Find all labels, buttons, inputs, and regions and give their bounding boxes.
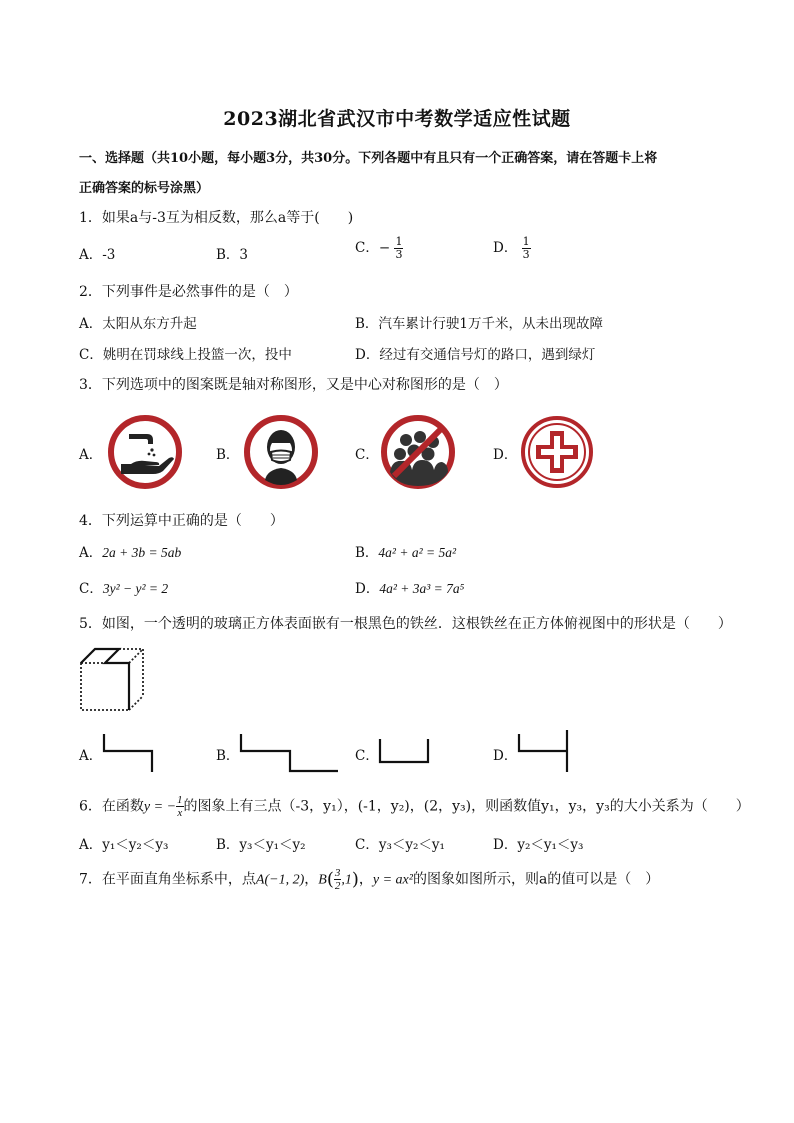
q5-option-b-shape <box>238 732 340 774</box>
q4-option-b-expr: 4a² + a² = 5a² <box>378 545 457 560</box>
q1-option-b: B．3 <box>216 247 249 263</box>
q5-option-d-label: D． <box>493 748 518 764</box>
q1-option-d-numerator: 1 <box>522 235 530 248</box>
q5-option-c-shape <box>377 732 433 774</box>
q4-option-c-expr: 3y² − y² = 2 <box>102 581 169 596</box>
q1-option-d-prefix: D． <box>493 240 518 256</box>
q6-stem-pre: 6．在函数 <box>79 798 144 815</box>
q7-stem: 7．在平面直角坐标系中，点A(−1, 2)，B( $\frac{3}{2}$ ,1)，y = ax²的图象如图所示，则a的值可以是（ ） <box>79 867 660 892</box>
q6-function-denominator: x <box>177 807 183 819</box>
q7-point-a: A(−1, 2) <box>255 872 305 888</box>
section-heading-line1: 一、选择题（共10小题，每小题3分，共30分。下列各题中有且只有一个正确答案，请在答题卡上将 <box>79 151 658 166</box>
hand-wash-icon <box>107 414 183 490</box>
q5-option-a-label: A． <box>79 748 103 764</box>
q5-option-b-label: B． <box>216 748 240 764</box>
q5-option-c-label: C． <box>355 748 379 764</box>
q4-option-b <box>355 541 456 561</box>
q6-stem <box>79 794 750 819</box>
q6-stem-post: 的图象上有三点（-3，y₁），(-1，y₂)，(2，y₃)，则函数值y₁，y₃，y₃的大小关系为（ ） <box>183 798 750 815</box>
section-heading-line2: 正确答案的标号涂黑） <box>79 181 210 196</box>
page-title: 2023湖北省武汉市中考数学适应性试题 <box>223 108 571 130</box>
q7-point-b-rest: ,1 <box>341 872 352 888</box>
q5-option-d-shape <box>516 728 572 774</box>
q7-separator-2: ， <box>358 871 373 888</box>
q7-stem-post: 的图象如图所示，则a的值可以是（ ） <box>412 871 660 888</box>
q1-option-c-numerator: 1 <box>395 235 403 248</box>
no-crowd-icon <box>380 414 456 490</box>
q5-stem: 5．如图，一个透明的玻璃正方体表面嵌有一根黑色的铁丝．这根铁丝在正方体俯视图中的形状是（ ） <box>79 616 732 632</box>
q3-option-b-label: B． <box>216 447 240 463</box>
q4-option-c-label: C． <box>79 581 103 597</box>
q6-option-d: D．y₂＜y₁＜y₃ <box>493 837 584 853</box>
q4-option-c <box>79 577 168 597</box>
q2-option-b: B．汽车累计行驶1万千米，从未出现故障 <box>355 316 604 332</box>
q2-option-a: A．太阳从东方升起 <box>79 316 197 332</box>
q2-option-c: C．姚明在罚球线上投篮一次，投中 <box>79 347 292 363</box>
q4-option-d-expr: 4a² + 3a³ = 7a⁵ <box>379 581 465 596</box>
q7-function: y = ax² <box>372 872 413 888</box>
q4-stem: 4．下列运算中正确的是（ ） <box>79 513 284 529</box>
q6-option-b: B．y₃＜y₁＜y₂ <box>216 837 306 853</box>
q1-option-c <box>355 236 403 261</box>
q6-option-a: A．y₁＜y₂＜y₃ <box>79 837 169 853</box>
q1-option-a: A．-3 <box>79 247 116 263</box>
q5-option-a-shape <box>101 732 157 774</box>
q4-option-b-label: B． <box>355 545 379 561</box>
q6-option-c: C．y₃＜y₂＜y₁ <box>355 837 445 853</box>
q7-point-b-denominator: 2 <box>334 880 341 892</box>
q4-option-a-expr: 2a + 3b = 5ab <box>102 545 182 560</box>
q1-option-d-denominator: 3 <box>522 248 530 261</box>
q1-option-c-denominator: 3 <box>395 248 403 261</box>
q1-stem: 1．如果a与-3互为相反数，那么a等于( ) <box>79 210 354 226</box>
q6-function-numerator: 1 <box>177 794 183 806</box>
q7-stem-pre: 7．在平面直角坐标系中，点 <box>79 871 256 888</box>
q2-option-d: D．经过有交通信号灯的路口，遇到绿灯 <box>355 347 596 363</box>
q4-option-d <box>355 577 464 597</box>
q1-option-d <box>493 236 531 261</box>
mask-person-icon <box>243 414 319 490</box>
red-cross-icon <box>519 414 595 490</box>
q7-point-b-numerator: 3 <box>334 867 341 879</box>
q3-option-c-label: C． <box>355 447 379 463</box>
q4-option-a-label: A． <box>79 545 103 561</box>
glass-cube-figure <box>79 645 149 713</box>
q6-function: y = − <box>143 799 177 815</box>
q3-option-a-label: A． <box>79 447 103 463</box>
q7-separator-1: ， <box>304 871 319 888</box>
q3-option-d-label: D． <box>493 447 518 463</box>
q4-option-d-label: D． <box>355 581 380 597</box>
q4-option-a <box>79 541 181 561</box>
q7-point-b-label: B <box>318 872 327 888</box>
q3-stem: 3．下列选项中的图案既是轴对称图形，又是中心对称图形的是（ ） <box>79 377 508 393</box>
q2-stem: 2．下列事件是必然事件的是（ ） <box>79 284 298 300</box>
q1-option-c-prefix: C．− <box>355 240 391 256</box>
